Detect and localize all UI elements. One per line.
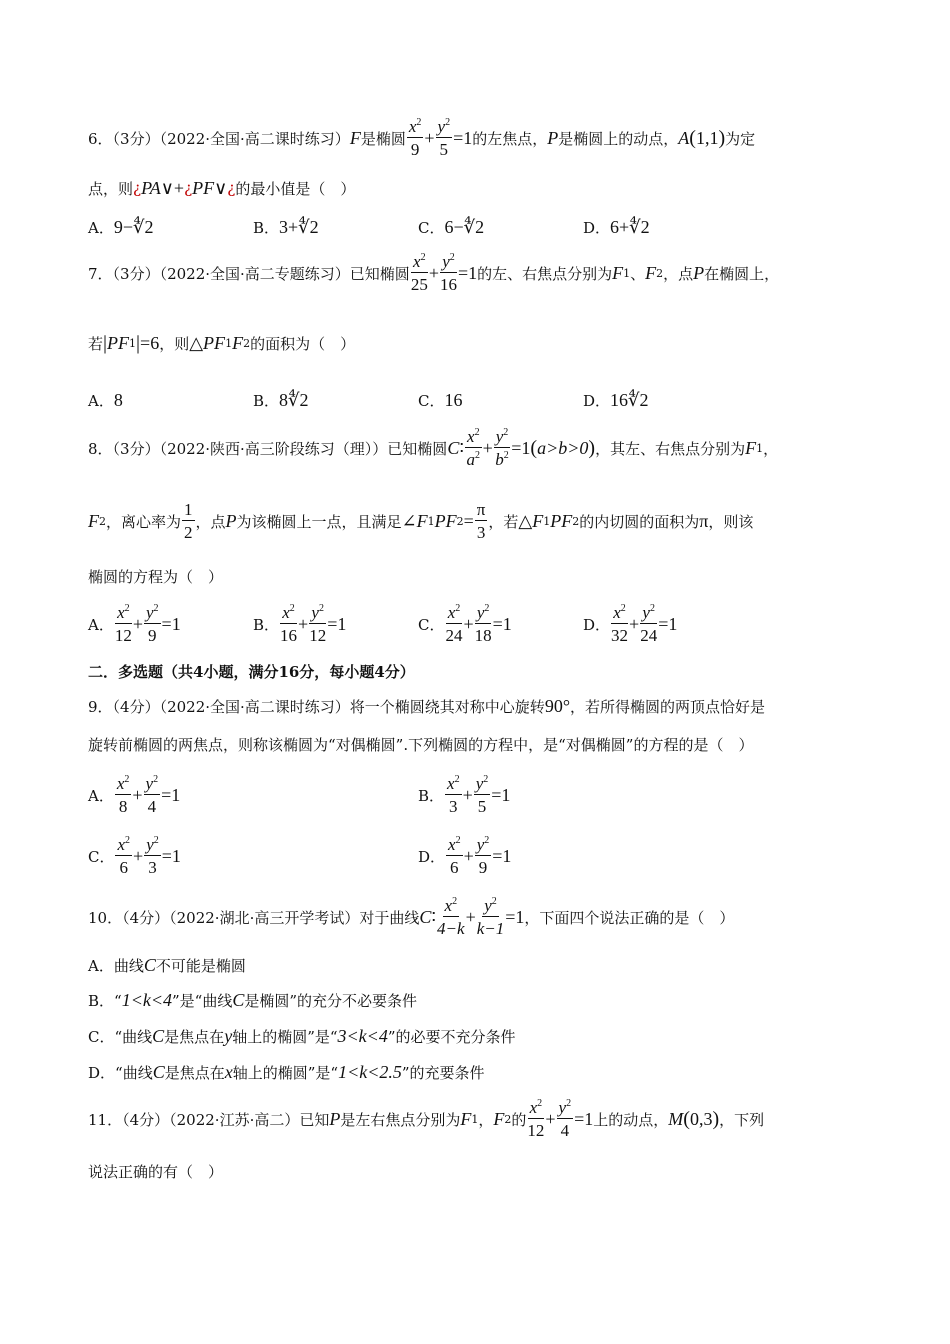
q6-line1: 6．（3分）（2022·全国·高二课时练习） F 是椭圆 $\frac{x^2}{9}$ + $\frac{y^2}{5}$ =1 的左焦点， P 是椭圆上的动点， A ( 1,1 ) 为定	[88, 117, 756, 159]
q9-line1: 9．（4分）（2022·全国·高二课时练习）将一个椭圆绕其对称中心旋转 90° ，若所得椭圆的两顶点恰好是	[88, 695, 766, 716]
q6-option-c[interactable]: C． 6−∜2	[418, 216, 485, 237]
q8-option-b[interactable]: B． $\frac{x^2}{16}$ + $\frac{y^2}{12}$ =1	[253, 603, 347, 645]
q6-text: 是椭圆	[360, 129, 406, 148]
q7-option-b[interactable]: B． 8∜2	[253, 389, 309, 410]
q6-frac-y: $\frac{y^2}{5}$	[437, 117, 451, 159]
q6-var-f: F	[349, 127, 361, 148]
q8-option-c[interactable]: C． $\frac{x^2}{24}$ + $\frac{y^2}{18}$ =1	[418, 603, 512, 645]
q6-option-a[interactable]: A． 9−∜2	[88, 216, 154, 237]
q10-option-a[interactable]: A．曲线 C 不可能是椭圆	[88, 954, 246, 975]
q7-line2: 若 | PF 1 | =6 ，则 △PF 1 F 2 的面积为（ ）	[88, 331, 356, 354]
q11-line2: 说法正确的有（ ）	[88, 1162, 224, 1181]
q6-frac-x: $\frac{x^2}{9}$	[408, 117, 422, 159]
q6-number: 6．（3分）（2022·全国·高二课时练习）	[88, 129, 350, 148]
q7-option-d[interactable]: D． 16∜2	[583, 389, 649, 410]
q6-option-b[interactable]: B． 3+∜2	[253, 216, 319, 237]
q8-option-a[interactable]: A． $\frac{x^2}{12}$ + $\frac{y^2}{9}$ =1	[88, 603, 181, 645]
q10-option-d[interactable]: D．“曲线 C 是焦点在 x 轴上的椭圆”是“ 1<k<2.5 ”的充要条件	[88, 1061, 485, 1082]
q9-line2: 旋转前椭圆的两焦点，则称该椭圆为“对偶椭圆”.下列椭圆的方程中，是“对偶椭圆”的方程的是（ ）	[88, 735, 754, 754]
q10-option-b[interactable]: B．“ 1<k<4 ”是“曲线 C 是椭圆”的充分不必要条件	[88, 989, 418, 1010]
q9-option-d[interactable]: D． $\frac{x^2}{6}$ + $\frac{y^2}{9}$ =1	[418, 835, 512, 877]
q7-option-c[interactable]: C． 16	[418, 389, 463, 410]
q8-line3: 椭圆的方程为（ ）	[88, 567, 224, 586]
q9-option-c[interactable]: C． $\frac{x^2}{6}$ + $\frac{y^2}{3}$ =1	[88, 835, 181, 877]
q9-option-a[interactable]: A． $\frac{x^2}{8}$ + $\frac{y^2}{4}$ =1	[88, 774, 181, 816]
q8-line2: F 2 ，离心率为 $\frac{1}{2}$ ，点 P 为该椭圆上一点，且满足 ∠F 1 PF 2 = $\frac{\pi}{3}$ ，若 △F 1 PF 2 的内切圆的面积为 π ，则该	[88, 500, 754, 542]
q9-option-b[interactable]: B． $\frac{x^2}{3}$ + $\frac{y^2}{5}$ =1	[418, 774, 511, 816]
q11-line1: 11．（4分）（2022·江苏·高二）已知 P 是左右焦点分别为 F 1 ， F 2 的 $\frac{x^2}{12}$ + $\frac{y^2}{4}$ =1 上的动点， M ( 0,3 ) ，下列	[88, 1098, 765, 1140]
q7-line1: 7．（3分）（2022·全国·高二专题练习）已知椭圆 $\frac{x^2}{25}$ + $\frac{y^2}{16}$ =1 的左、右焦点分别为 F 1 、 F 2 ，点 P 在椭圆上，	[88, 252, 780, 294]
q8-option-d[interactable]: D． $\frac{x^2}{32}$ + $\frac{y^2}{24}$ =1	[583, 603, 678, 645]
q6-option-d[interactable]: D． 6+∜2	[583, 216, 650, 237]
q10-line1: 10．（4分）（2022·湖北·高三开学考试）对于曲线 C ∶ $\frac{x^2}{4-k}$ + $\frac{y^2}{k-1}$ =1 ，下面四个说法正确的是（ ）	[88, 896, 735, 938]
section-heading-multiple-choice: 二．多选题（共4小题，满分16分，每小题4分）	[88, 662, 415, 681]
q6-line2: 点，则 ¿ PA ∨+ ¿ PF ∨ ¿ 的最小值是（ ）	[88, 177, 356, 198]
q10-option-c[interactable]: C．“曲线 C 是焦点在 y 轴上的椭圆”是“ 3<k<4 ”的必要不充分条件	[88, 1025, 516, 1046]
q7-option-a[interactable]: A． 8	[88, 389, 123, 410]
q8-line1: 8．（3分）（2022·陕西·高三阶段练习（理））已知椭圆 C ∶ $\frac{x^2}{a^2}$ + $\frac{y^2}{b^2}$ =1 ( a>b>0 ) ，其左、右焦点分别为 F 1 ，	[88, 427, 779, 469]
